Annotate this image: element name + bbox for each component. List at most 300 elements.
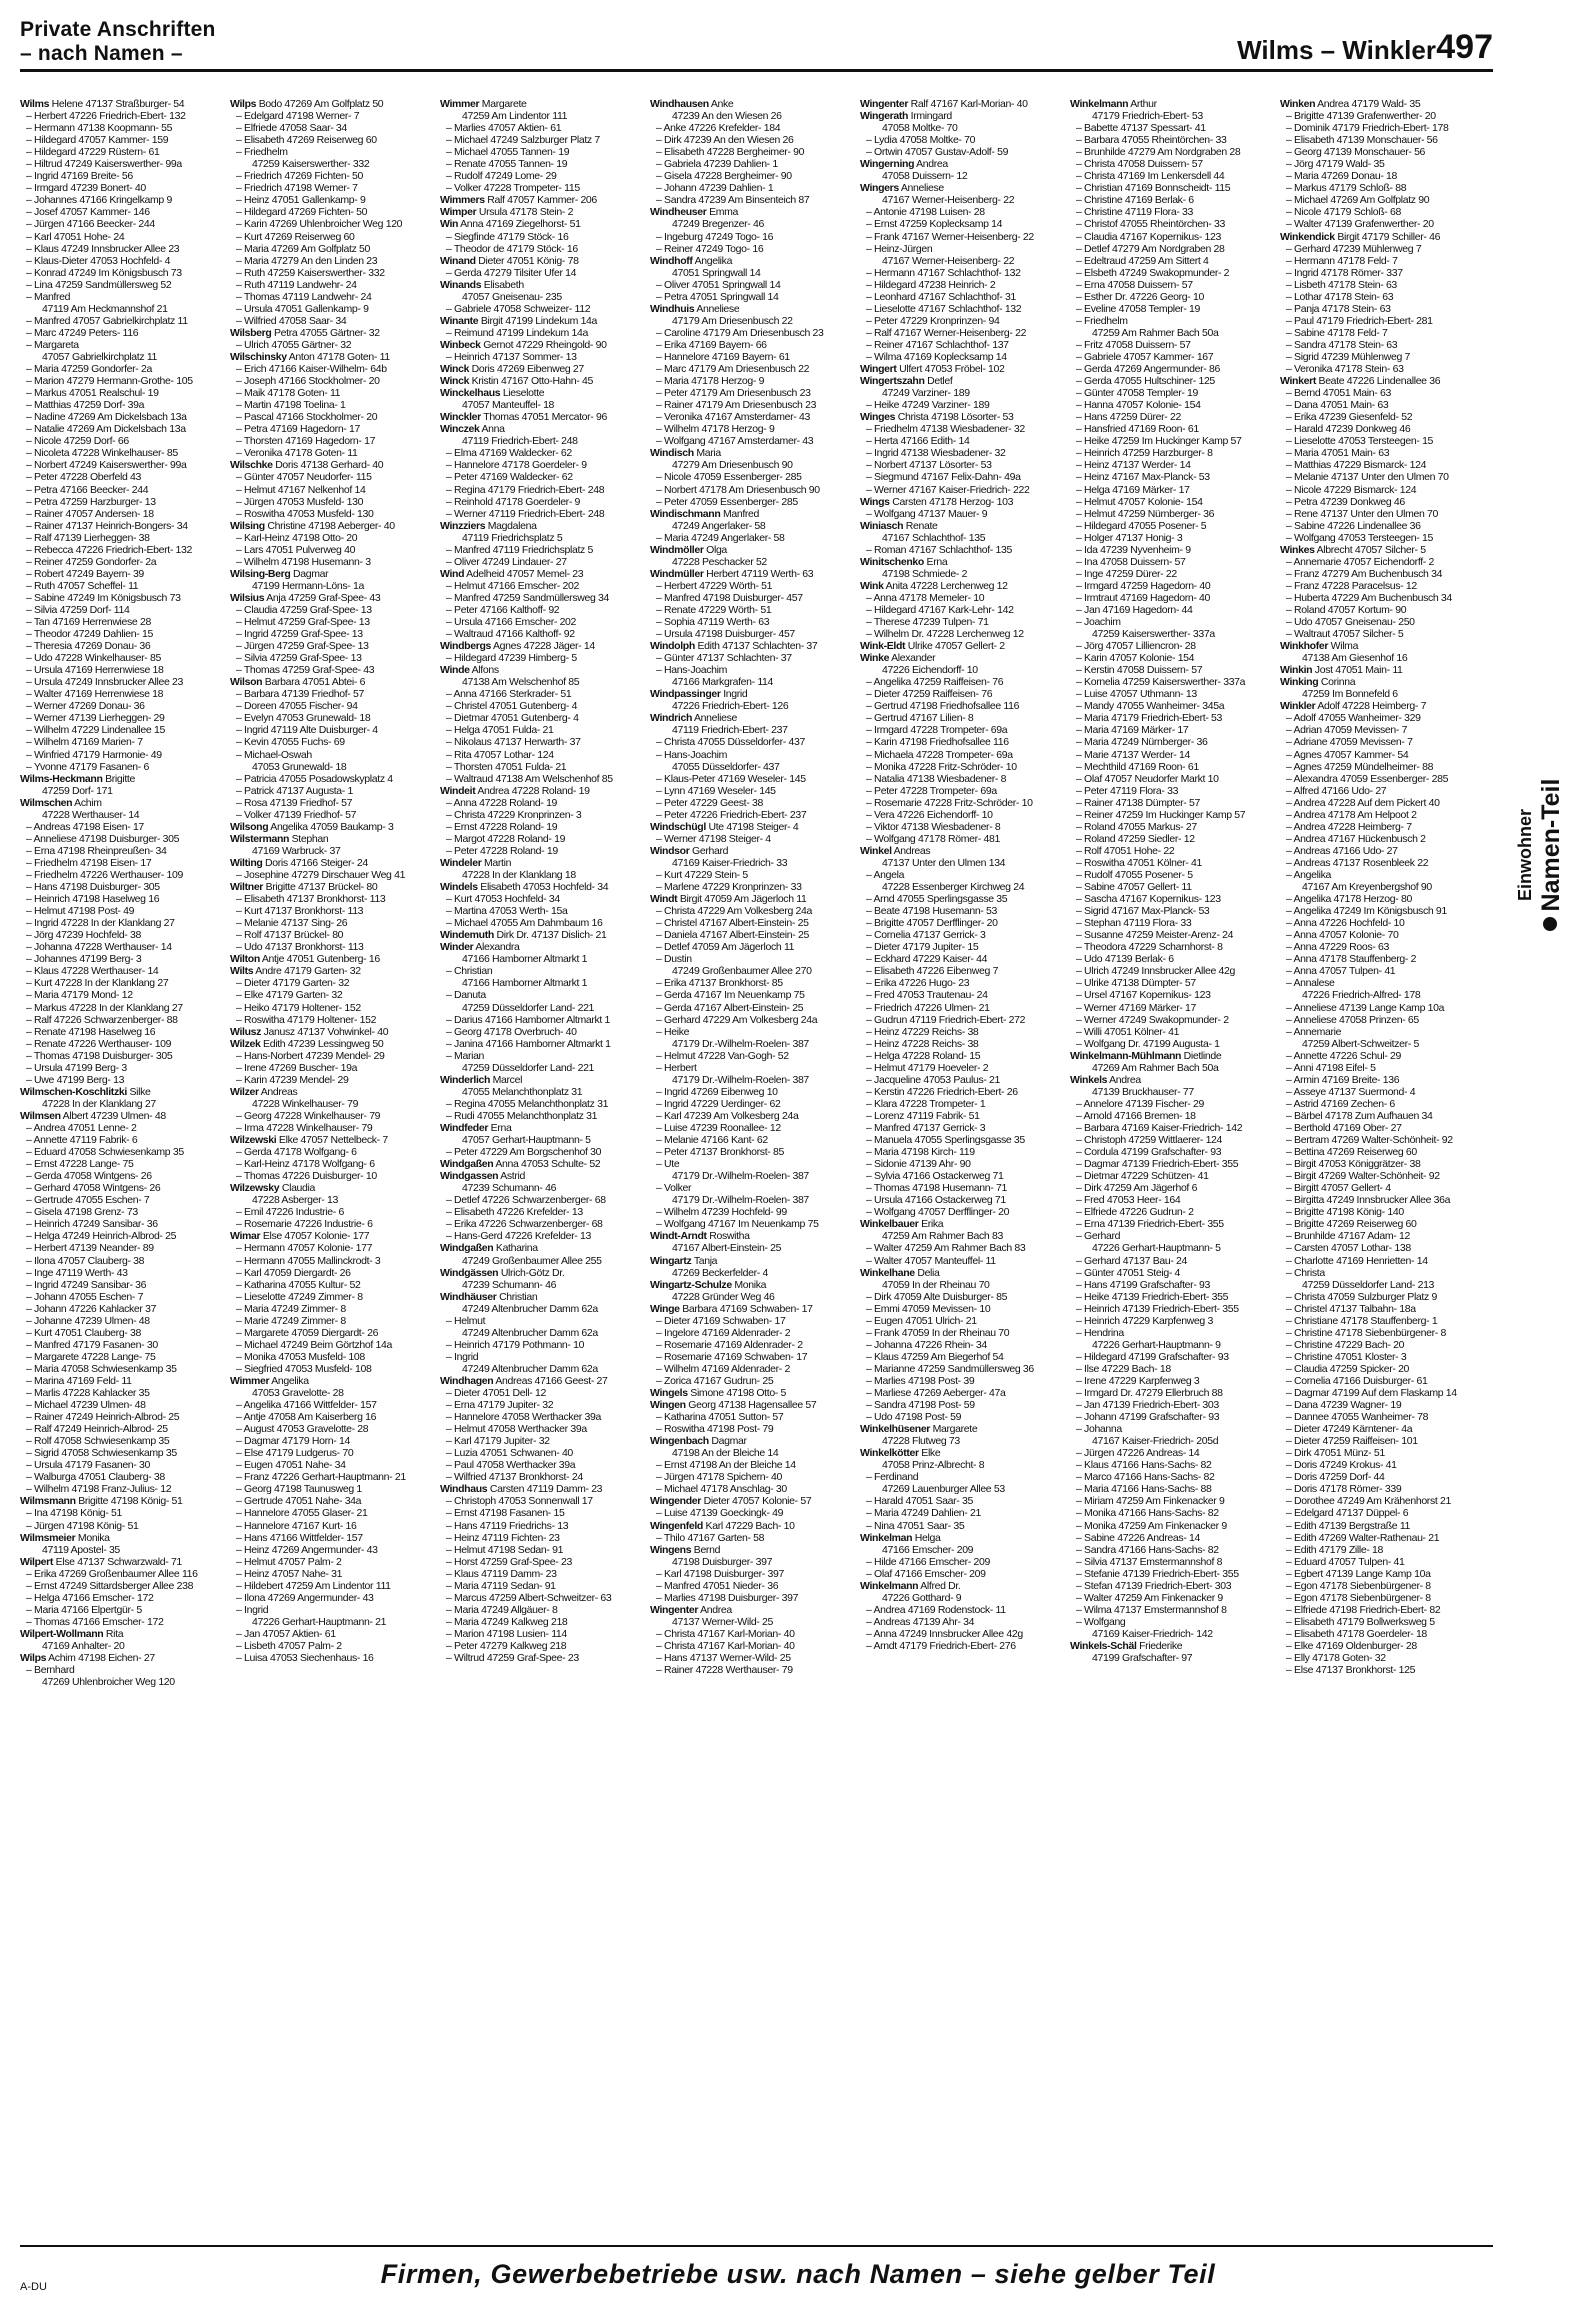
address-continuation: 47269 Uhlenbroicher Weg 120 <box>42 1676 175 1689</box>
person-entry: – Christel 47137 Talbahn- 18a <box>1286 1302 1416 1315</box>
person-entry: – Rosemarie 47228 Fritz-Schröder- 10 <box>866 796 1033 809</box>
person-entry: – Dietmar 47229 Schützen- 41 <box>1076 1170 1209 1183</box>
person-entry: – Monika 47228 Fritz-Schröder- 10 <box>866 760 1017 773</box>
person-entry: – Else 47137 Bronkhorst- 125 <box>1286 1664 1416 1677</box>
entry-details: Anna 47169 Ziegelhorst- 51 <box>458 218 581 231</box>
person-entry: – Gudrun 47119 Friedrich-Ebert- 272 <box>866 1013 1026 1026</box>
entry-details: Ingrid <box>720 688 748 701</box>
person-entry: – Agnes 47057 Kammer- 54 <box>1286 748 1409 761</box>
surname: Wilusz <box>230 1025 262 1038</box>
surname: Wilschke <box>230 459 273 472</box>
person-entry: – Christian 47169 Bonnscheidt- 115 <box>1076 182 1231 195</box>
address-continuation: 47228 In der Klanklang 27 <box>42 1097 156 1110</box>
person-entry: – Roswitha 47051 Kölner- 41 <box>1076 856 1202 869</box>
person-entry: – Kerstin 47058 Duissern- 57 <box>1076 664 1203 677</box>
person-entry: – Rainer 47057 Andersen- 18 <box>26 507 154 520</box>
person-entry: – Manfred 47057 Gabrielkirchplatz 11 <box>26 314 188 327</box>
directory-column <box>440 98 643 2238</box>
person-entry: – Stefan 47139 Friedrich-Ebert- 303 <box>1076 1579 1232 1592</box>
person-entry: – Cordula 47199 Grafschafter- 93 <box>1076 1146 1222 1159</box>
surname-entry <box>860 556 1063 568</box>
entry-details: Dieter 47057 Kolonie- 57 <box>701 1495 812 1508</box>
person-entry: – Doris 47249 Krokus- 41 <box>1286 1459 1397 1472</box>
surname: Windemuth <box>440 929 494 942</box>
address-continuation: 47249 Großenbaumer Allee 255 <box>462 1254 602 1267</box>
surname-entry <box>860 375 1063 387</box>
person-entry: – Robert 47249 Bayern- 39 <box>26 567 144 580</box>
surname-entry <box>650 255 853 267</box>
person-entry: – Ingrid 47119 Alte Duisburger- 4 <box>236 724 378 737</box>
person-entry: – Anneliese 47139 Lange Kamp 10a <box>1286 1001 1445 1014</box>
person-entry: – Heinz 47228 Reichs- 38 <box>866 1037 979 1050</box>
surname-entry <box>860 845 1063 857</box>
person-entry: – Martin 47198 Toelina- 1 <box>236 399 346 412</box>
person-entry: – Thorsten 47051 Fulda- 21 <box>446 760 567 773</box>
person-entry: – Antje 47058 Am Kaiserberg 16 <box>236 1411 377 1424</box>
person-entry: – Ulrich 47249 Innsbrucker Allee 42g <box>1076 965 1236 978</box>
person-entry: – Eduard 47057 Tulpen- 41 <box>1286 1555 1405 1568</box>
person-entry: – Günter 47137 Schlachten- 37 <box>656 652 792 665</box>
person-entry: – Rainer 47179 Am Driesenbusch 23 <box>656 399 817 412</box>
person-entry: – Erna 47058 Duissern- 57 <box>1076 278 1193 291</box>
person-entry: – Daniela 47167 Albert-Einstein- 25 <box>656 929 809 942</box>
person-entry: – Wilhelm 47169 Aldenrader- 2 <box>656 1362 791 1375</box>
entry-details: Stephan <box>289 832 329 845</box>
person-entry: – Karl-Heinz 47178 Wolfgang- 6 <box>236 1158 375 1171</box>
person-entry: – Andreas 47198 Eisen- 17 <box>26 820 144 833</box>
person-entry: – Sabine 47057 Gellert- 11 <box>1076 881 1192 894</box>
surname: Wingels <box>650 1387 688 1400</box>
person-entry: – Ursula 47198 Duisburger- 457 <box>656 628 795 641</box>
entry-details: Ulrike 47057 Gellert- 2 <box>905 640 1005 653</box>
person-entry: – Hildebert 47259 Am Lindentor 111 <box>236 1579 391 1592</box>
person-entry: – Helmut 47198 Post- 49 <box>26 905 135 918</box>
person-entry: – Ernst 47228 Roland- 19 <box>446 820 558 833</box>
person-entry: – Jürgen 47053 Musfeld- 130 <box>236 495 364 508</box>
person-entry: – Ingelore 47169 Aldenrader- 2 <box>656 1326 791 1339</box>
entry-details: Carsten 47178 Herzog- 103 <box>889 495 1014 508</box>
person-entry: – Johanna 47228 Werthauser- 14 <box>26 941 172 954</box>
person-entry: – Petra 47166 Beecker- 244 <box>26 483 149 496</box>
person-entry: – Horst 47259 Graf-Spee- 23 <box>446 1555 572 1568</box>
surname: Wilmsmeier <box>20 1531 76 1544</box>
person-entry: – Walter 47259 Am Finkenacker 9 <box>1076 1591 1223 1604</box>
person-entry: – Wilhelm Dr. 47228 Lerchenweg 12 <box>866 628 1024 641</box>
surname-entry <box>440 664 643 676</box>
person-entry: – Anna 47226 Hochfeld- 10 <box>1286 917 1405 930</box>
person-entry: – Natalie 47269 Am Dickelsbach 13a <box>26 423 186 436</box>
entry-details: Beate 47226 Lindenallee 36 <box>1315 375 1441 388</box>
bullet-icon <box>1543 917 1557 931</box>
address-continuation: 47228 In der Klanklang 18 <box>462 869 576 881</box>
person-entry: – Heike 47249 Varziner- 189 <box>866 399 990 412</box>
person-entry: – Siegfinde 47179 Stöck- 16 <box>446 230 569 243</box>
entry-details: Monika <box>75 1531 110 1544</box>
person-entry: – Ulrike 47138 Dümpter- 57 <box>1076 977 1196 990</box>
entry-details: Helene 47137 Straßburger- 54 <box>49 98 185 110</box>
person-entry: – Thomas 47198 Duisburger- 305 <box>26 1049 173 1062</box>
surname-entry <box>20 1086 223 1098</box>
surname: Wilsong <box>230 820 269 833</box>
person-entry: – Egon 47178 Siebenbürgener- 8 <box>1286 1591 1431 1604</box>
entry-details: Andrea 47228 Roland- 19 <box>475 784 590 797</box>
surname: Windisch <box>650 447 694 460</box>
person-entry: – Wilhelm 47169 Marien- 7 <box>26 736 143 749</box>
person-entry: – Ortwin 47057 Gustav-Adolf- 59 <box>866 146 1009 159</box>
entry-details: Ralf 47167 Karl-Morian- 40 <box>908 98 1028 110</box>
person-entry: – Friedhelm <box>236 146 288 159</box>
person-entry: – Melanie 47137 Sing- 26 <box>236 917 348 930</box>
person-entry: – Petra 47051 Springwall 14 <box>656 290 779 303</box>
entry-details: Erna <box>488 1121 512 1134</box>
surname-entry <box>440 206 643 218</box>
person-entry: – Hannelore 47178 Goerdeler- 9 <box>446 459 587 472</box>
person-entry: – Claudia 47259 Spicker- 20 <box>1286 1362 1410 1375</box>
person-entry: – Ralf 47249 Heinrich-Albrod- 25 <box>26 1423 168 1436</box>
person-entry: – Anna 47057 Kolonie- 70 <box>1286 929 1399 942</box>
person-entry: – Hermann 47167 Schlachthof- 132 <box>866 266 1021 279</box>
person-entry: – Angelika <box>1286 869 1331 881</box>
address-continuation: 47167 Am Kreyenbergshof 90 <box>1302 881 1432 894</box>
entry-details: Janusz 47137 Vohwinkel- 40 <box>261 1025 389 1038</box>
surname: Wilzewsky <box>230 1182 280 1195</box>
person-entry: – Werner 47269 Donau- 36 <box>26 700 145 713</box>
person-entry: – Irene 47269 Buscher- 19a <box>236 1061 358 1074</box>
person-entry: – Veronika 47178 Goten- 11 <box>236 447 358 460</box>
person-entry: – Renate 47229 Wörth- 51 <box>656 603 772 616</box>
person-entry: – Ingrid 47259 Graf-Spee- 13 <box>236 628 363 641</box>
person-entry: – Maria 47249 Kalkweg 218 <box>446 1615 568 1628</box>
person-entry: – Sigrid 47167 Max-Planck- 53 <box>1076 905 1210 918</box>
person-entry: – Carsten 47057 Lothar- 138 <box>1286 1242 1411 1255</box>
person-entry: – Marianne 47259 Sandmüllersweg 36 <box>866 1362 1034 1375</box>
address-continuation: 47058 Moltke- 70 <box>882 122 958 135</box>
person-entry: – Maria 47051 Main- 63 <box>1286 447 1390 460</box>
person-entry: – Hiltrud 47249 Kaiserswerther- 99a <box>26 158 182 171</box>
address-continuation: 47226 Gerhart-Hauptmann- 9 <box>1092 1338 1221 1351</box>
address-continuation: 47226 Gerhart-Hauptmann- 21 <box>252 1615 387 1628</box>
entry-details: Antje 47051 Gutenberg- 16 <box>259 953 380 966</box>
entry-details: Adelheid 47057 Memel- 23 <box>464 567 584 580</box>
address-continuation: 47137 Unter den Ulmen 134 <box>882 856 1006 869</box>
person-entry: – Erika 47169 Bayern- 66 <box>656 338 767 351</box>
person-entry: – Dorothee 47249 Am Krähenhorst 21 <box>1286 1495 1451 1508</box>
person-entry: – Dirk 47051 Münz- 51 <box>1286 1447 1385 1460</box>
surname-entry <box>650 1520 853 1532</box>
surname-entry <box>650 303 853 315</box>
person-entry: – Gerhard 47137 Bau- 24 <box>1076 1254 1188 1267</box>
person-entry: – Reiner 47249 Togo- 16 <box>656 242 764 255</box>
address-continuation: 47057 Gerhart-Hauptmann- 5 <box>462 1134 591 1147</box>
person-entry: – Helga 47228 Roland- 15 <box>866 1049 981 1062</box>
address-continuation: 47239 Schumann- 46 <box>462 1278 557 1291</box>
surname: Windolph <box>650 640 695 653</box>
person-entry: – Fred 47053 Heer- 164 <box>1076 1194 1181 1207</box>
surname-entry <box>440 1158 643 1170</box>
surname: Windrich <box>650 712 693 725</box>
surname-entry <box>650 1399 853 1411</box>
surname-entry <box>1070 98 1273 110</box>
person-entry: – Anneliese 47058 Prinzen- 65 <box>1286 1013 1419 1026</box>
surname: Wilschinsky <box>230 350 287 363</box>
person-entry: – Wolfgang 47053 Tersteegen- 15 <box>1286 531 1433 544</box>
entry-details: Corinna <box>1318 676 1356 689</box>
person-entry: – Gertrud 47198 Friedhofsallee 116 <box>866 700 1020 713</box>
person-entry: – Brunhilde 47167 Adam- 12 <box>1286 1230 1410 1243</box>
person-entry: – Annette 47119 Fabrik- 6 <box>26 1134 138 1147</box>
person-entry: – Sidonie 47139 Ahr- 90 <box>866 1158 971 1171</box>
entry-details: Adolf 47228 Heimberg- 7 <box>1315 700 1427 713</box>
person-entry: – Heinrich 47179 Pothmann- 10 <box>446 1338 585 1351</box>
person-entry: – Franz 47226 Gerhart-Hauptmann- 21 <box>236 1471 406 1484</box>
person-entry: – Helga 47249 Heinrich-Albrod- 25 <box>26 1230 177 1243</box>
address-continuation: 47228 Essenberger Kirchweg 24 <box>882 881 1025 894</box>
person-entry: – Maria 47058 Schwiesenkamp 35 <box>26 1362 177 1375</box>
person-entry: – Hans 47119 Friedrichs- 13 <box>446 1519 569 1532</box>
person-entry: – Andrea 47228 Heimberg- 7 <box>1286 820 1412 833</box>
entry-details: Christa 47198 Lösorter- 53 <box>895 411 1014 424</box>
person-entry: – Udo 47139 Berlak- 6 <box>1076 953 1174 966</box>
directory-column <box>860 98 1063 2238</box>
surname: Wingenter <box>860 98 909 110</box>
surname: Wilms <box>20 98 50 110</box>
person-entry: – Werner 47139 Lierheggen- 29 <box>26 712 165 725</box>
surname: Windgaßen <box>440 1158 494 1171</box>
person-entry: – Nadine 47269 Am Dickelsbach 13a <box>26 411 187 424</box>
person-entry: – Christel 47167 Albert-Einstein- 25 <box>656 917 809 930</box>
person-entry: – Heike 47259 Im Huckinger Kamp 57 <box>1076 435 1242 448</box>
surname-entry <box>230 1230 433 1242</box>
address-continuation: 47119 Friedrich-Ebert- 237 <box>672 724 788 737</box>
person-entry: – Udo 47198 Post- 59 <box>866 1411 962 1424</box>
person-entry: – Anke 47226 Krefelder- 184 <box>656 122 781 135</box>
surname-entry <box>860 1218 1063 1230</box>
surname-entry <box>230 953 433 965</box>
person-entry: – Gabriele 47058 Schweizer- 112 <box>446 302 591 315</box>
person-entry: – Anna 47166 Sterkrader- 51 <box>446 688 572 701</box>
person-entry: – Panja 47178 Stein- 63 <box>1286 302 1391 315</box>
person-entry: – Wilhelm 47198 Franz-Julius- 12 <box>26 1483 172 1496</box>
surname-entry <box>1280 640 1483 652</box>
address-continuation: 47279 Am Driesenbusch 90 <box>672 459 793 472</box>
person-entry: – Gabriela 47239 Dahlien- 1 <box>656 158 778 171</box>
person-entry: – Andrea 47051 Lenne- 2 <box>26 1121 137 1134</box>
surname: Windgassen <box>440 1170 499 1183</box>
person-entry: – Michael 47239 Ulmen- 48 <box>26 1399 146 1412</box>
person-entry: – Edeltraud 47259 Am Sittert 4 <box>1076 254 1209 267</box>
person-entry: – Marlis 47228 Kahlacker 35 <box>26 1387 150 1400</box>
entry-details: Georg 47138 Hagensallee 57 <box>685 1399 817 1412</box>
person-entry: – Josephine 47279 Dirschauer Weg 41 <box>236 869 406 881</box>
person-entry: – Irene 47229 Karpfenweg 3 <box>1076 1374 1200 1387</box>
person-entry: – Peter 47228 Trompeter- 69a <box>866 784 997 797</box>
surname-entry <box>650 1255 853 1267</box>
surname-entry <box>440 98 643 110</box>
person-entry: – Melanie 47137 Unter den Ulmen 70 <box>1286 471 1449 484</box>
entry-details: Elisabeth <box>481 278 524 291</box>
surname: Winkels-Schäl <box>1070 1640 1137 1652</box>
surname: Wilpert <box>20 1555 54 1568</box>
surname-entry <box>230 881 433 893</box>
person-entry: – Dieter 47259 Raiffeisen- 101 <box>1286 1435 1418 1448</box>
surname-entry <box>230 568 433 580</box>
person-entry: – Yvonne 47179 Fasanen- 6 <box>26 760 149 773</box>
surname: Winder <box>440 941 474 954</box>
person-entry: – Katharina 47051 Sutton- 57 <box>656 1411 784 1424</box>
person-entry: – Rainer 47228 Werthauser- 79 <box>656 1664 793 1677</box>
surname: Wilsing-Berg <box>230 567 291 580</box>
surname-entry <box>860 411 1063 423</box>
entry-details: Brigitte 47137 Brückel- 80 <box>263 881 378 894</box>
person-entry: – Heike <box>656 1025 690 1038</box>
person-entry: – Dieter 47169 Schwaben- 17 <box>656 1314 786 1327</box>
address-continuation: 47198 An der Bleiche 14 <box>672 1447 779 1460</box>
person-entry: – Maria 47269 Donau- 18 <box>1286 170 1398 183</box>
surname-entry <box>230 592 433 604</box>
surname-entry <box>860 1267 1063 1279</box>
surname: Wilmsmann <box>20 1495 76 1508</box>
person-entry: – Manfred 47119 Friedrichsplatz 5 <box>446 543 594 556</box>
address-continuation: 47226 Gotthard- 9 <box>882 1591 962 1604</box>
address-continuation: 47169 Anhalter- 20 <box>42 1640 125 1652</box>
person-entry: – Christel 47051 Gutenberg- 4 <box>446 700 578 713</box>
person-entry: – Klaus-Dieter 47053 Hochfeld- 4 <box>26 254 171 267</box>
person-entry: – Silvia 47259 Dorf- 114 <box>26 603 130 616</box>
person-entry: – Marc 47179 Am Driesenbusch 22 <box>656 363 810 376</box>
address-continuation: 47179 Friedrich-Ebert- 53 <box>1092 110 1203 123</box>
person-entry: – Heike 47139 Friedrich-Ebert- 355 <box>1076 1290 1229 1303</box>
directory-column <box>650 98 853 2238</box>
person-entry: – Olaf 47166 Emscher- 209 <box>866 1567 986 1580</box>
surname: Wimper <box>440 206 477 219</box>
directory-column <box>1070 98 1273 2238</box>
person-entry: – Friedrich 47226 Ulmen- 21 <box>866 1001 990 1014</box>
surname-entry <box>230 1038 433 1050</box>
section-tab-line1: Einwohner <box>1515 809 1535 902</box>
entry-details: Rita <box>103 1627 124 1640</box>
person-entry: – Ilona 47057 Clauberg- 38 <box>26 1254 145 1267</box>
entry-details: Andre 47179 Garten- 32 <box>253 965 361 978</box>
person-entry: – Gertrude 47051 Nahe- 34a <box>236 1495 362 1508</box>
person-entry: – Sylvia 47166 Ostackerweg 71 <box>866 1170 1004 1183</box>
section-tab-line2: Namen-Teil <box>1537 778 1565 912</box>
entry-details: Anita 47228 Lerchenweg 12 <box>883 579 1008 592</box>
address-continuation: 47167 Schlachthof- 135 <box>882 531 986 544</box>
person-entry: – Maria 47179 Mond- 12 <box>26 989 133 1002</box>
person-entry: – Eugen 47051 Nahe- 34 <box>236 1459 346 1472</box>
person-entry: – Tan 47169 Herrenwiese 28 <box>26 616 151 629</box>
person-entry: – Dieter 47179 Jupiter- 15 <box>866 941 979 954</box>
address-continuation: 47138 Am Giesenhof 16 <box>1302 652 1408 665</box>
entry-details: Christine 47198 Aeberger- 40 <box>264 519 395 532</box>
person-entry: – Hans-Norbert 47239 Mendel- 29 <box>236 1049 385 1062</box>
person-entry: – Helga 47166 Emscher- 172 <box>26 1591 154 1604</box>
person-entry: – Andrea 47167 Hückenbusch 2 <box>1286 832 1426 845</box>
person-entry: – Esther Dr. 47226 Georg- 10 <box>1076 290 1204 303</box>
entry-details: Achim <box>72 796 102 809</box>
entry-details: Anna 47053 Schulte- 52 <box>493 1158 601 1171</box>
entry-details: Arthur <box>1128 98 1157 110</box>
person-entry: – Dominik 47179 Friedrich-Ebert- 178 <box>1286 122 1449 135</box>
surname: Winkelhane <box>860 1266 915 1279</box>
address-continuation: 47259 Kaiserswerther- 332 <box>252 158 370 171</box>
entry-details: Ralf 47057 Kammer- 206 <box>484 194 597 207</box>
person-entry: – Nicole 47229 Bismarck- 124 <box>1286 483 1417 496</box>
person-entry: – Peter 47137 Bronkhorst- 85 <box>656 1146 784 1159</box>
person-entry: – Jürgen 47259 Graf-Spee- 13 <box>236 640 369 653</box>
person-entry: – Natalia 47138 Wiesbadener- 8 <box>866 772 1007 785</box>
person-entry: – Gisela 47228 Bergheimer- 90 <box>656 170 792 183</box>
person-entry: – Johanna <box>1076 1423 1122 1436</box>
surname-entry <box>440 423 643 435</box>
person-entry: – Markus 47179 Schloß- 88 <box>1286 182 1407 195</box>
person-entry: – Anni 47198 Eifel- 5 <box>1286 1061 1376 1074</box>
person-entry: – Peter 47169 Waldecker- 62 <box>446 471 573 484</box>
surname: Wimmers <box>440 194 485 207</box>
person-entry: – Maria 47249 Zimmer- 8 <box>236 1302 346 1315</box>
person-entry: – Renate 47055 Tannen- 19 <box>446 158 568 171</box>
person-entry: – Christa 47167 Karl-Morian- 40 <box>656 1640 795 1652</box>
surname-entry <box>650 1544 853 1556</box>
entry-details: Helga <box>912 1531 941 1544</box>
person-entry: – Barbara 47055 Rheintörchen- 33 <box>1076 134 1227 147</box>
person-entry: – Theodora 47229 Scharnhorst- 8 <box>1076 941 1223 954</box>
person-entry: – Hildegard 47229 Rüstern- 61 <box>26 146 160 159</box>
person-entry: – Elisabeth 47269 Reiserweg 60 <box>236 134 377 147</box>
person-entry: – Klara 47228 Trompeter- 1 <box>866 1097 986 1110</box>
entry-details: Manfred <box>720 507 760 520</box>
entry-details: Elke <box>918 1447 941 1460</box>
surname: Win <box>440 218 459 231</box>
person-entry: – Marlies 47198 Post- 39 <box>866 1374 975 1387</box>
person-entry: – Dannee 47055 Wanheimer- 78 <box>1286 1411 1429 1424</box>
entry-details: Alfons <box>469 664 499 677</box>
address-continuation: 47259 Kaiserswerther- 337a <box>1092 628 1215 641</box>
surname: Winking <box>1280 676 1319 689</box>
person-entry: – Monika 47259 Am Finkenacker 9 <box>1076 1519 1227 1532</box>
person-entry: – Jan 47169 Hagedorn- 44 <box>1076 603 1193 616</box>
person-entry: – Michael 47178 Anschlag- 30 <box>656 1483 787 1496</box>
person-entry: – Wilma 47169 Koplecksamp 14 <box>866 350 1007 363</box>
person-entry: – Lisbeth 47178 Stein- 63 <box>1286 278 1397 291</box>
address-continuation: 47198 Schmiede- 2 <box>882 567 968 580</box>
entry-details: Achim 47198 Eichen- 27 <box>46 1652 155 1665</box>
person-entry: – Ernst 47198 An der Bleiche 14 <box>656 1459 796 1472</box>
name-range: Wilms – Winkler <box>1237 35 1436 65</box>
person-entry: – Christa 47167 Karl-Morian- 40 <box>656 1627 795 1640</box>
person-entry: – Lydia 47058 Moltke- 70 <box>866 134 976 147</box>
surname: Wingenbach <box>650 1435 709 1448</box>
person-entry: – Elisabeth 47228 Bergheimer- 90 <box>656 146 805 159</box>
surname: Wilson <box>230 676 263 689</box>
entry-details: Birgit 47179 Schiller- 46 <box>1334 230 1441 243</box>
person-entry: – Lieselotte 47053 Tersteegen- 15 <box>1286 435 1434 448</box>
surname: Winck <box>440 375 470 388</box>
address-continuation: 47249 Bregenzer- 46 <box>672 218 765 231</box>
person-entry: – Marlies 47057 Aktien- 61 <box>446 122 562 135</box>
footer-divider <box>20 2245 1493 2247</box>
surname-entry <box>1280 98 1483 110</box>
person-entry: – Ingrid 47169 Breite- 56 <box>26 170 133 183</box>
surname: Windeit <box>440 784 476 797</box>
entry-details: Karl 47229 Bach- 10 <box>702 1519 795 1532</box>
person-entry: – Hannelore 47167 Kurt- 16 <box>236 1519 357 1532</box>
person-entry: – Christine 47119 Flora- 33 <box>1076 206 1194 219</box>
entry-details: Anneliese <box>692 712 737 725</box>
address-continuation: 47058 Prinz-Albrecht- 8 <box>882 1459 985 1472</box>
person-entry: – Rudolf 47055 Posener- 5 <box>1076 869 1193 881</box>
person-entry: – Marion 47279 Hermann-Grothe- 105 <box>26 375 193 388</box>
